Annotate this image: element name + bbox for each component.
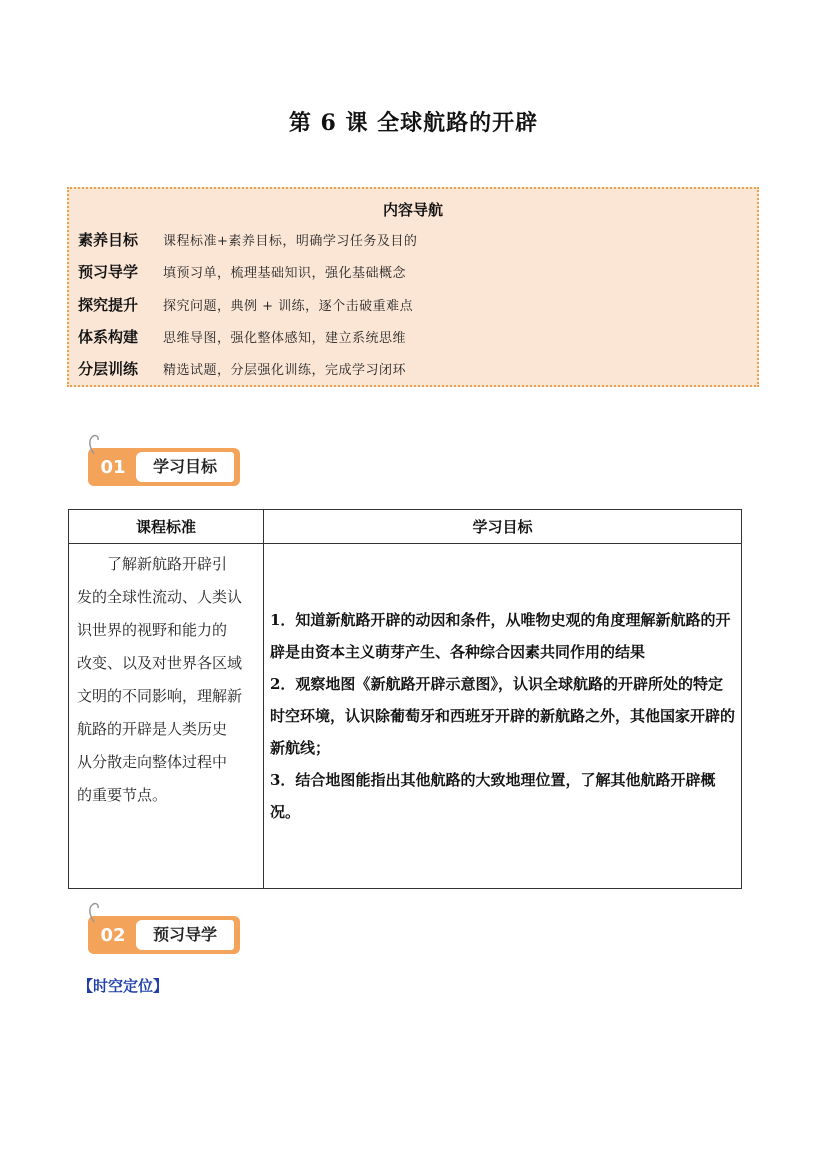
objective-item: 1．知道新航路开辟的动因和条件，从唯物史观的角度理解新航路的开辟是由资本主义萌芽产生、各种综合因素共同作用的结果 [270,611,731,661]
standard-line: 文明的不同影响，理解新 [77,687,243,705]
standard-line: 了解新航路开辟引 [77,555,228,573]
nav-row [78,227,417,251]
col-header-standard: 课程标准 [69,510,264,544]
badge-number: 02 [100,925,126,946]
section-subheading: 【时空定位】 [78,977,169,995]
standard-line: 发的全球性流动、人类认 [77,588,243,606]
nav-row [78,356,406,380]
standard-line: 航路的开辟是人类历史 [77,720,228,738]
paperclip-hook-icon [84,900,114,926]
nav-row-desc: 课程标准+素养目标，明确学习任务及目的 [163,233,418,249]
content-navigation-box [67,187,759,387]
table-row [69,544,742,889]
page-title: 第 6 课 全球航路的开辟 [288,110,539,136]
badge-label: 学习目标 [136,452,234,482]
nav-row-label: 探究提升 [78,295,139,314]
nav-row-label: 体系构建 [78,327,139,346]
nav-row [78,292,413,316]
nav-row-desc: 填预习单，梳理基础知识，强化基础概念 [163,265,407,281]
table-header-row [69,510,742,544]
nav-row-desc: 精选试题，分层强化训练，完成学习闭环 [163,362,407,378]
nav-row-label: 预习导学 [78,262,139,281]
learning-objectives-cell [264,544,742,889]
standard-line: 的重要节点。 [77,786,168,804]
badge-label: 预习导学 [136,920,234,950]
standard-line: 识世界的视野和能力的 [77,621,228,639]
section-badge-preview [84,900,242,962]
section-badge-learning-goals [84,432,242,494]
nav-row [78,324,406,348]
nav-row-desc: 思维导图，强化整体感知，建立系统思维 [163,330,407,346]
paperclip-hook-icon [84,432,114,458]
nav-row-desc: 探究问题，典例 + 训练，逐个击破重难点 [163,298,414,314]
objective-item: 2．观察地图《新航路开辟示意图》，认识全球航路的开辟所处的特定时空环境，认识除葡萄牙和西班牙开辟的新航路之外，其他国家开辟的新航线； [270,675,736,757]
badge-number: 01 [100,457,126,478]
col-header-objectives: 学习目标 [264,510,742,544]
learning-goals-table [68,509,742,889]
nav-row [78,259,406,283]
standard-line: 从分散走向整体过程中 [77,753,228,771]
objective-item: 3．结合地图能指出其他航路的大致地理位置，了解其他航路开辟概况。 [270,771,716,821]
course-standard-cell [69,544,264,889]
nav-row-label: 素养目标 [78,230,139,249]
standard-line: 改变、以及对世界各区域 [77,654,243,672]
nav-heading: 内容导航 [382,201,443,219]
nav-row-label: 分层训练 [78,359,139,378]
